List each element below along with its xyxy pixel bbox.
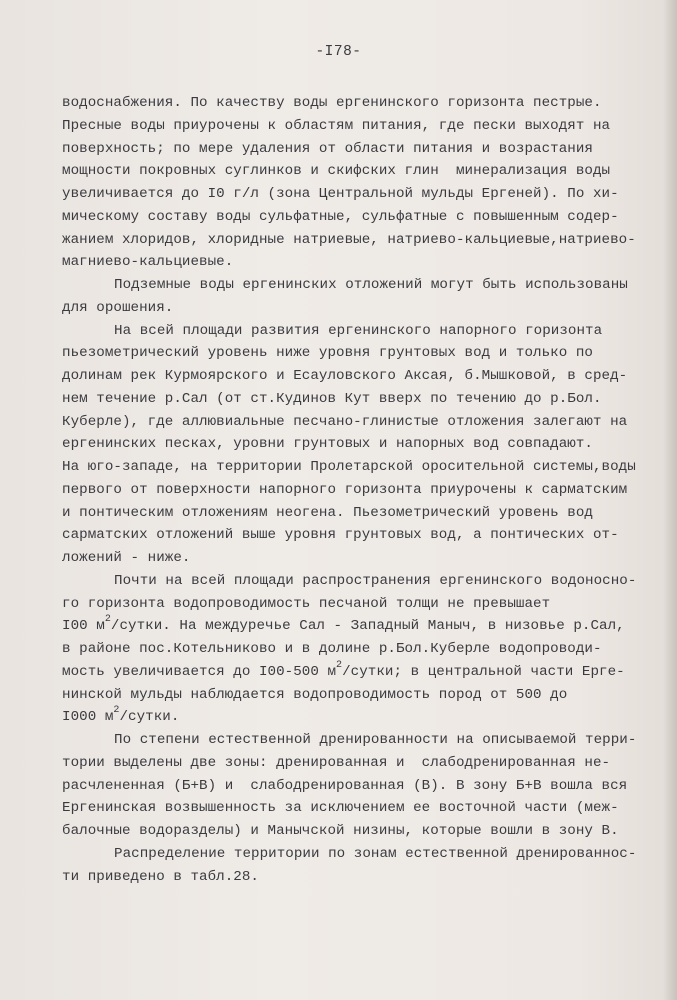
text-line: Ергенинская возвышенность за исключением ее восточной части (меж- bbox=[62, 800, 619, 817]
text-line: нем течение р.Сал (от ст.Кудинов Кут вверх по течению до р.Бол. bbox=[62, 390, 602, 407]
text-line: долинам рек Курмоярского и Есауловского Аксая, б.Мышковой, в сред- bbox=[62, 368, 628, 384]
superscript: 2 bbox=[113, 705, 120, 717]
text-line: жанием хлоридов, хлоридные натриевые, натриево-кальциевые,натриево- bbox=[62, 231, 636, 248]
text-line: пьезометрический уровень ниже уровня грунтовых вод и только по bbox=[62, 345, 593, 362]
text-line: На всей площади развития ергенинского напорного горизонта bbox=[114, 322, 603, 339]
text-line: ложений - ниже. bbox=[62, 550, 191, 566]
text-line: I00 $м^2$/сутки. На междуречье Сал - Западный Маныч, в низовье р.Сал, bbox=[62, 614, 625, 635]
text-line: водоснабжения. По качеству воды ергенинского горизонта пестрые. bbox=[62, 95, 602, 111]
text-line: расчлененная (Б+В) и слабодренированная (В). В зону Б+В вошла вся bbox=[62, 777, 628, 794]
text-line: мощности покровных суглинков и скифских глин минерализация воды bbox=[62, 163, 611, 180]
text-line: тории выделены две зоны: дренированная и слабодренированная не- bbox=[62, 754, 611, 771]
text-line: Распределение территории по зонам естественной дренированнос- bbox=[114, 845, 637, 862]
text-line: для орошения. bbox=[62, 299, 174, 316]
text-line: го горизонта водопроводимость песчаной толщи не превышает bbox=[62, 595, 551, 612]
text-line: нинской мульды наблюдается водопроводимость пород от 500 до bbox=[62, 686, 568, 703]
text-line: сарматских отложений выше уровня грунтовых вод, а понтических от- bbox=[62, 527, 619, 544]
page-edge-shadow bbox=[663, 0, 677, 1000]
text-line: I000 $м^2$/сутки. bbox=[62, 705, 180, 726]
text-line: первого от поверхности напорного горизонта приурочены к сарматским bbox=[62, 481, 628, 498]
page-number: -I78- bbox=[315, 44, 362, 60]
text-line: Подземные воды ергенинских отложений могут быть использованы bbox=[114, 277, 628, 293]
text-line: Куберле), где аллювиальные песчано-глинистые отложения залегают на bbox=[62, 413, 628, 430]
text-line: в районе пос.Котельниково и в долине р.Бол.Куберле водопроводи- bbox=[62, 641, 602, 657]
text-line: На юго-западе, на территории Пролетарской оросительной системы,воды bbox=[62, 459, 636, 475]
text-line: балочные водоразделы) и Манычской низины, которые вошли в зону В. bbox=[62, 823, 619, 839]
body-text bbox=[62, 92, 662, 888]
text-line: мость увеличивается до I00-500 $м^2$/сутки; в центральной части Ерге- bbox=[62, 659, 625, 680]
superscript: 2 bbox=[336, 659, 343, 671]
text-line: По степени естественной дренированности на описываемой терри- bbox=[114, 732, 637, 748]
text-line: поверхность; по мере удаления от области питания и возрастания bbox=[62, 140, 593, 157]
text-line: Почти на всей площади распространения ергенинского водоносно- bbox=[114, 572, 637, 589]
text-line: увеличивается до I0 г/л (зона Центральной мульды Ергеней). По хи- bbox=[62, 186, 619, 202]
text-line: ергенинских песках, уровни грунтовых и напорных вод совпадают. bbox=[62, 436, 593, 453]
text-line: ти приведено в табл.28. bbox=[62, 868, 259, 885]
superscript: 2 bbox=[104, 614, 111, 626]
text-line: и понтическим отложениям неогена. Пьезометрический уровень вод bbox=[62, 504, 593, 521]
text-line: Пресные воды приурочены к областям питания, где пески выходят на bbox=[62, 117, 611, 134]
text-line: магниево-кальциевые. bbox=[62, 254, 234, 271]
text-line: мическому составу воды сульфатные, сульфатные с повышенным содер- bbox=[62, 208, 619, 225]
